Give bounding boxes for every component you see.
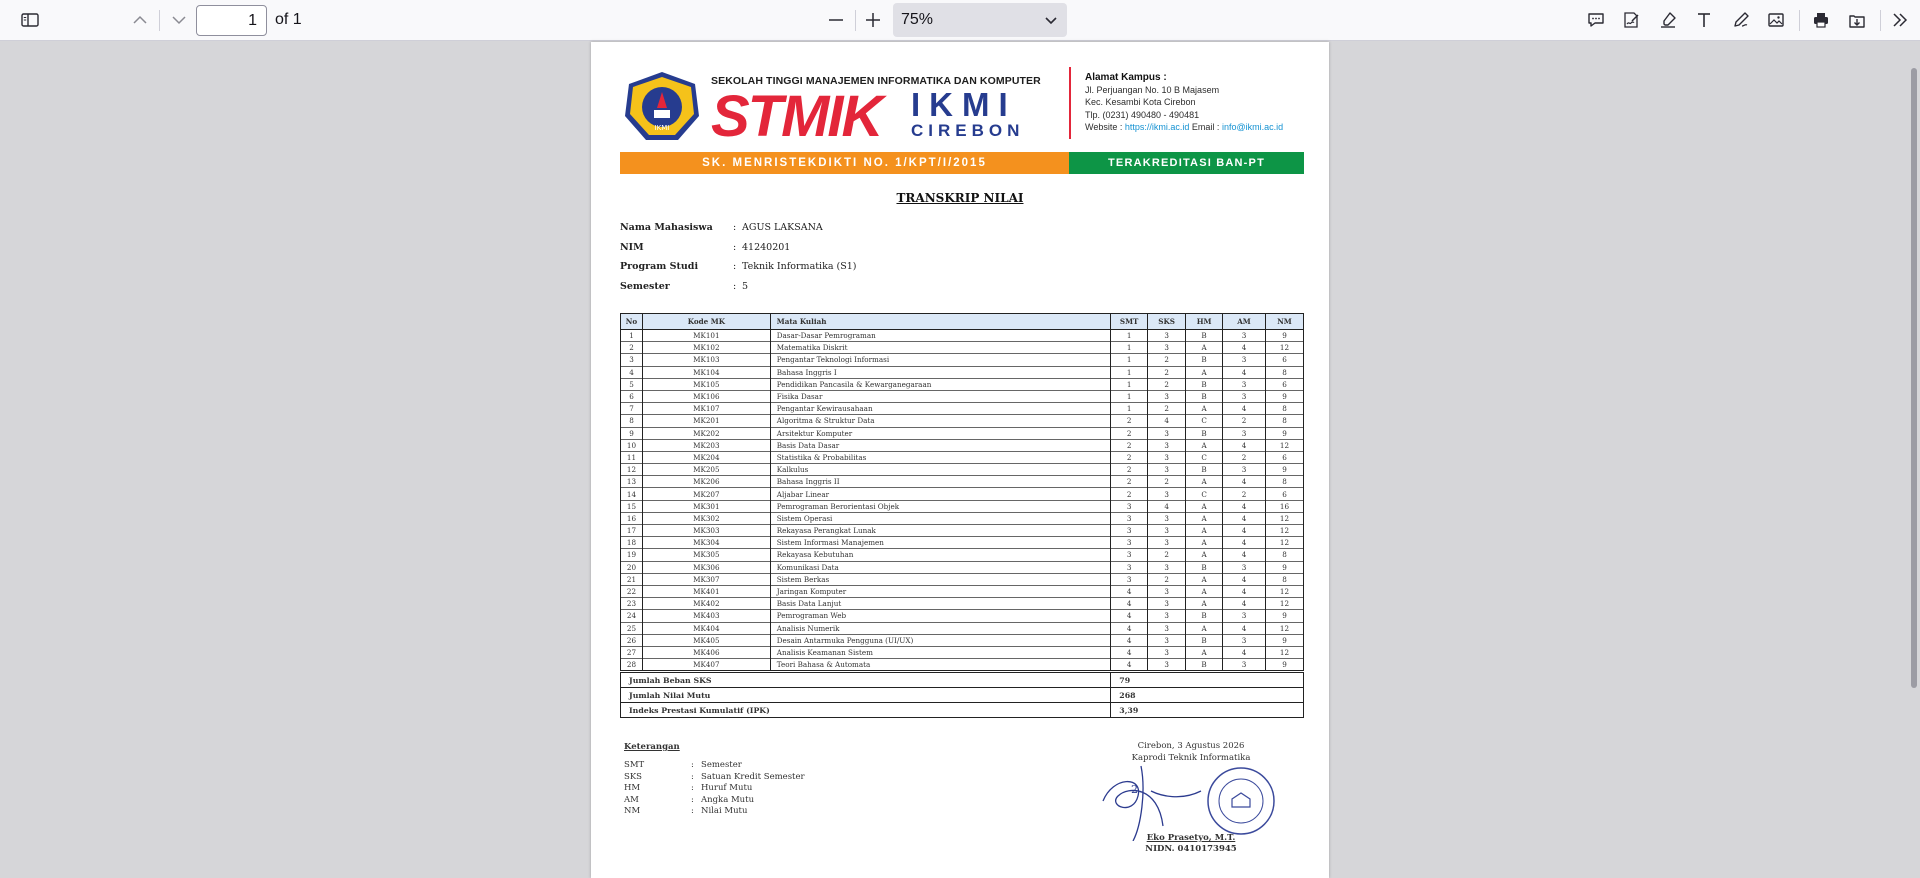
legend-item: SKS : Satuan Kredit Semester [624, 771, 805, 782]
pdf-page: IKMI SEKOLAH TINGGI MANAJEMEN INFORMATIKA DAN KOMPUTER STMIK IKMI CIREBON Alamat Kampus : Jl. Perjuangan No. 10 B Majasem Kec. Kesambi Kota Cirebon Tlp. (0231) 490480 - 490481 Website : https://ikmi.ac.id Email : info@ikmi.ac.id SK. MENRISTEKDIKTI NO. 1/KPT/I/2015 TERAKREDITASI BAN-PT TRANSKRIP NILAI Nama Mahasiswa : AGUS LAKSANA NIM : 41240201 Program Studi : Teknik Informatika (S1) Semester : 5 No Kode MK Mata Kuliah SMT SKS HM AM NM 1 MK101 Dasar-Dasar Pemrograman 1 3 B 3 9 2 MK102 Matematika Diskrit 1 3 A 4 12 3 MK103 Pengantar Teknologi Informasi 1 2 B 3 6 4 MK104 Bahasa Inggris I 1 2 A 4 8 5 MK105 Pendidikan Pancasila & Kewarganegaraan 1 2 B 3 6 6 MK106 Fisika Dasar 1 3 B 3 9 7 MK107 Pengantar Kewirausahaan 1 2 A 4 8 8 MK201 Algoritma & Struktur Data 2 4 C 2 8 9 MK202 Arsitektur Komputer 2 3 B 3 9 10 MK203 Basis Data Dasar 2 3 A 4 12 11 MK204 Statistika & Probabilitas 2 3 C 2 6 12 MK205 Kalkulus 2 3 B 3 9 13 MK206 Bahasa Inggris II 2 2 A 4 8 14 MK207 Aljabar Linear 2 3 C 2 6 15 MK301 Pemrograman Berorientasi Objek 3 4 A 4 16 16 MK302 Sistem Operasi 3 3 A 4 12 17 MK303 Rekayasa Perangkat Lunak 3 3 A 4 12 18 MK304 Sistem Informasi Manajemen 3 3 A 4 12 19 MK305 Rekayasa Kebutuhan 3 2 A 4 8 20 MK306 Komunikasi Data 3 3 B 3 9 21 MK307 Sistem Berkas 3 2 A 4 8 22 MK401 Jaringan Komputer 4 3 A 4 12 23 MK402 Basis Data Lanjut 4 3 A 4 12 24 MK403 Pemrograman Web 4 3 B 3 9 25 MK404 Analisis Numerik 4 3 A 4 12 26 MK405 Desain Antarmuka Pengguna (UI/UX) 4 3 B 3 9 27 MK406 Analisis Keamanan Sistem 4 3 A 4 12 28 MK407 Teori Bahasa & Automata 4 3 B 3 9 Jumlah Beban SKS 79 Jumlah Nilai Mutu 268 Indeks Prestasi Kumulatif (IPK) 3,39 Keterangan SMT : Semester SKS : Satuan Kredit Semester HM : Huruf Mutu AM : Angka Mutu NM : Nilai Mutu Cirebon, 3 Agustus 2026 Kaprodi Teknik Informatika 2 Eko Prasetyo, M.T. NIDN. 0410173945 [591, 42, 1329, 878]
zoom-select[interactable] [893, 3, 1067, 37]
summary-row: Jumlah Beban SKS 79 [621, 673, 1304, 688]
institution-name: SEKOLAH TINGGI MANAJEMEN INFORMATIKA DAN KOMPUTER [711, 75, 1041, 87]
signature-icon [1621, 10, 1641, 30]
table-row: 28 MK407 Teori Bahasa & Automata 4 3 B 3 9 [621, 659, 1304, 671]
table-row: 10 MK203 Basis Data Dasar 2 3 A 4 12 [621, 439, 1304, 451]
highlighter-icon [1658, 10, 1678, 30]
table-row: 11 MK204 Statistika & Probabilitas 2 3 C 2 6 [621, 451, 1304, 463]
sign-place-date: Cirebon, 3 Agustus 2026 [1137, 741, 1245, 751]
table-row: 7 MK107 Pengantar Kewirausahaan 1 2 A 4 8 [621, 403, 1304, 415]
table-row: 4 MK104 Bahasa Inggris I 1 2 A 4 8 [621, 366, 1304, 378]
chevron-down-icon [1043, 12, 1059, 28]
table-row: 17 MK303 Rekayasa Perangkat Lunak 3 3 A 4 12 [621, 525, 1304, 537]
table-row: 13 MK206 Bahasa Inggris II 2 2 A 4 8 [621, 476, 1304, 488]
document-title: TRANSKRIP NILAI [896, 191, 1024, 205]
table-row: 22 MK401 Jaringan Komputer 4 3 A 4 12 [621, 585, 1304, 597]
draw-button[interactable] [1727, 6, 1755, 34]
summary-row: Indeks Prestasi Kumulatif (IPK) 3,39 [621, 703, 1304, 718]
table-row: 27 MK406 Analisis Keamanan Sistem 4 3 A 4 12 [621, 646, 1304, 658]
download-icon [1847, 10, 1867, 30]
legend-item: HM : Huruf Mutu [624, 783, 753, 793]
print-button[interactable] [1807, 6, 1835, 34]
campus-address: Alamat Kampus : Jl. Perjuangan No. 10 B Majasem Kec. Kesambi Kota Cirebon Tlp. (0231) 490480 - 490481 Website : https://ikmi.ac.id Email : info@ikmi.ac.id [1085, 72, 1284, 132]
more-tools-button[interactable] [1886, 6, 1914, 34]
table-row: 2 MK102 Matematika Diskrit 1 3 A 4 12 [621, 342, 1304, 354]
pen-icon [1731, 10, 1751, 30]
legend-item: NM : Nilai Mutu [624, 806, 748, 816]
previous-page-button[interactable] [126, 6, 154, 34]
accreditation-band: TERAKREDITASI BAN-PT [1069, 152, 1304, 174]
double-chevron-right-icon [1890, 10, 1910, 30]
website-link[interactable]: https://ikmi.ac.id [1124, 121, 1190, 132]
grades-table [620, 313, 1304, 671]
add-image-button[interactable] [1762, 6, 1790, 34]
zoom-in-button[interactable] [859, 6, 887, 34]
table-row: 23 MK402 Basis Data Lanjut 4 3 A 4 12 [621, 598, 1304, 610]
legend-title: Keterangan [624, 742, 680, 752]
table-row: 8 MK201 Algoritma & Struktur Data 2 4 C 2 8 [621, 415, 1304, 427]
table-row: 25 MK404 Analisis Numerik 4 3 A 4 12 [621, 622, 1304, 634]
save-button[interactable] [1843, 6, 1871, 34]
sign-role: Kaprodi Teknik Informatika [1131, 753, 1251, 763]
table-row: 26 MK405 Desain Antarmuka Pengguna (UI/UX) 4 3 B 3 9 [621, 634, 1304, 646]
institution-logo [623, 70, 701, 144]
zoom-out-button[interactable] [822, 6, 850, 34]
signer-name: Eko Prasetyo, M.T. [1146, 833, 1236, 843]
table-row: 18 MK304 Sistem Informasi Manajemen 3 3 A 4 12 [621, 537, 1304, 549]
signature-stamp-image [1091, 761, 1291, 841]
letterhead-divider [1069, 67, 1071, 139]
logo-text: IKMI [654, 124, 670, 132]
svg-text:2: 2 [1131, 783, 1138, 796]
table-header: No Kode MK Mata Kuliah SMT SKS HM AM NM [621, 314, 1304, 330]
pdf-toolbar [0, 0, 1920, 41]
image-icon [1766, 10, 1786, 30]
highlight-button[interactable] [1654, 6, 1682, 34]
printer-icon [1811, 10, 1831, 30]
plus-icon [863, 10, 883, 30]
page-number-input[interactable]: 1 [196, 5, 267, 36]
signature-block [1091, 741, 1291, 854]
legend-item: AM : Angka Mutu [624, 794, 755, 805]
table-row: 21 MK307 Sistem Berkas 3 2 A 4 8 [621, 573, 1304, 585]
signature-button[interactable] [1617, 6, 1645, 34]
brand-name: STMIK [711, 84, 882, 149]
comment-button[interactable] [1582, 6, 1610, 34]
table-row: 24 MK403 Pemrograman Web 4 3 B 3 9 [621, 610, 1304, 622]
text-button[interactable] [1690, 6, 1718, 34]
table-row: 5 MK105 Pendidikan Pancasila & Kewarganegaraan 1 2 B 3 6 [621, 378, 1304, 390]
text-icon [1694, 10, 1714, 30]
scrollbar[interactable] [1911, 68, 1917, 688]
table-row: 1 MK101 Dasar-Dasar Pemrograman 1 3 B 3 9 [621, 330, 1304, 342]
signer-nidn: NIDN. 0410173945 [1145, 844, 1237, 854]
summary-row: Jumlah Nilai Mutu 268 [621, 688, 1304, 703]
decree-band: SK. MENRISTEKDIKTI NO. 1/KPT/I/2015 [620, 152, 1069, 174]
legend-item: SMT : Semester [624, 760, 742, 770]
sidebar-toggle-button[interactable] [16, 6, 44, 34]
table-row: 9 MK202 Arsitektur Komputer 2 3 B 3 9 [621, 427, 1304, 439]
table-row: 15 MK301 Pemrograman Berorientasi Objek 3 4 A 4 16 [621, 500, 1304, 512]
brand-city: CIREBON [911, 121, 1025, 140]
sidebar-icon [20, 10, 40, 30]
summary-table [620, 672, 1304, 718]
table-row: 3 MK103 Pengantar Teknologi Informasi 1 2 B 3 6 [621, 354, 1304, 366]
email-link[interactable]: info@ikmi.ac.id [1221, 121, 1284, 132]
zoom-value: 75% [901, 11, 934, 28]
chevron-up-icon [130, 10, 150, 30]
table-row: 6 MK106 Fisika Dasar 1 3 B 3 9 [621, 390, 1304, 402]
table-row: 16 MK302 Sistem Operasi 3 3 A 4 12 [621, 512, 1304, 524]
table-row: 12 MK205 Kalkulus 2 3 B 3 9 [621, 464, 1304, 476]
next-page-button[interactable] [165, 6, 193, 34]
table-row: 14 MK207 Aljabar Linear 2 3 C 2 6 [621, 488, 1304, 500]
table-row: 19 MK305 Rekayasa Kebutuhan 3 2 A 4 8 [621, 549, 1304, 561]
minus-icon [826, 10, 846, 30]
brand-name-secondary: IKMI [911, 86, 1017, 123]
chevron-down-icon [169, 10, 189, 30]
table-row: 20 MK306 Komunikasi Data 3 3 B 3 9 [621, 561, 1304, 573]
comment-icon [1586, 10, 1606, 30]
legend [624, 742, 805, 818]
page-count: of 1 [275, 11, 302, 28]
